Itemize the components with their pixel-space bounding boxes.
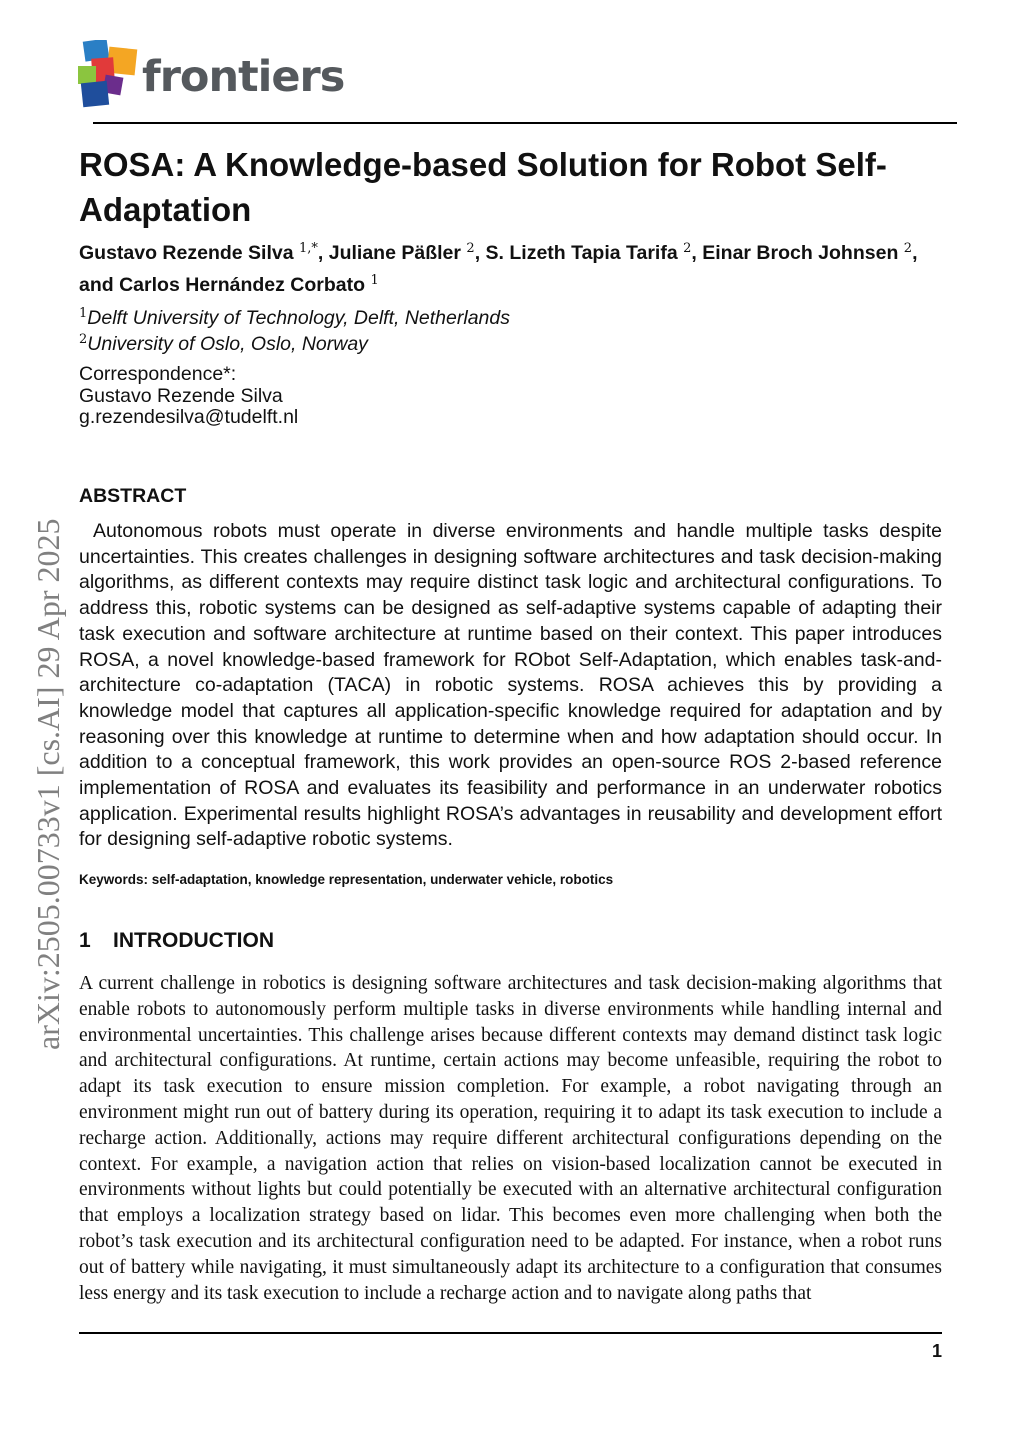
affiliation-item [79, 305, 939, 331]
author-mark: 2 [466, 241, 475, 256]
correspondence-label: Correspondence*: [79, 363, 237, 385]
affiliation-item [79, 331, 939, 357]
section-number: 1 [79, 929, 91, 952]
author-mark: 2 [683, 241, 692, 256]
author-mark: 1,* [299, 241, 318, 256]
keywords: Keywords: self-adaptation, knowledge representation, underwater vehicle, robotics [79, 872, 614, 887]
author-name: Juliane Päßler [328, 242, 461, 264]
abstract-heading: ABSTRACT [79, 485, 187, 507]
affiliation-text: University of Oslo, Oslo, Norway [87, 333, 368, 355]
page-number: 1 [931, 1341, 942, 1361]
affiliation-mark: 2 [79, 332, 88, 347]
frontiers-wordmark: frontiers [142, 52, 345, 102]
author-mark: 1 [370, 273, 379, 288]
abstract-body: Autonomous robots must operate in diverse environments and handle multiple tasks despite uncertainties. This creates challenges in designing software architectures and task decision-making algorithms, as different contexts may require distinct task logic and architectural configurations. To address this, robotic systems can be designed as self-adaptive systems capable of adapting their task execution and software architecture at runtime based on their context. This paper introduces ROSA, a novel knowledge-based framework for RObot Self-Adaptation, which enables task-and-architecture co-adaptation (TACA) in robotic systems. ROSA achieves this by providing a knowledge model that captures all application-specific knowledge required for adaptation and by reasoning over this knowledge at runtime to determine when and how adaptation should occur. In addition to a conceptual framework, this work provides an open-source ROS 2-based reference implementation of ROSA and evaluates its feasibility and performance in an underwater robotics application. Experimental results highlight ROSA’s advantages in reusability and development effort for designing self-adaptive robotic systems. [79, 520, 942, 851]
section-title: INTRODUCTION [113, 929, 274, 952]
author-list: Gustavo Rezende Silva $^{1,*}$, Juliane Päßler $^2$, S. Lizeth Tapia Tarifa $^2$, Einar Broch Johnsen $^2$, and Carlos Hernández Corbato $^1$ [79, 241, 918, 296]
footer-rule [79, 1332, 942, 1334]
paper-title: ROSA: A Knowledge-based Solution for Robot Self-Adaptation [79, 146, 887, 228]
correspondence [79, 364, 579, 429]
introduction-body: A current challenge in robotics is designing software architectures and task decision-making algorithms that enable robots to autonomously perform multiple tasks in diverse environments while handling internal and environmental uncertainties. This challenge arises because different contexts may demand distinct task logic and architectural configurations. At runtime, certain actions may become unfeasible, requiring the robot to adapt its task execution to ensure mission completion. For example, a robot navigating through an environment might run out of battery during its operation, requiring it to adapt its task execution to include a recharge action. Additionally, actions may require different architectural configurations depending on the context. For example, a navigation action that relies on vision-based localization cannot be executed in environments without lights but could potentially be executed with an alternative architectural configuration that employs a localization strategy based on lidar. This becomes even more challenging when both the robot’s task execution and its architectural configuration need to be adapted. For instance, when a robot runs out of battery while navigating, it must simultaneously adapt its architecture to a configuration that consumes less energy and its task execution to include a recharge action and to navigate along paths that [79, 973, 942, 1304]
section-heading [79, 928, 274, 954]
frontiers-logo-mark-icon [78, 40, 138, 108]
frontiers-logo [78, 40, 345, 110]
affiliations [79, 305, 939, 357]
author-name: S. Lizeth Tapia Tarifa [485, 242, 678, 264]
correspondence-name: Gustavo Rezende Silva [79, 384, 283, 407]
author-name: Einar Broch Johnsen [702, 242, 899, 264]
author-name: Carlos Hernández Corbato [119, 274, 366, 296]
author-name: Gustavo Rezende Silva [79, 242, 294, 264]
affiliation-text: Delft University of Technology, Delft, Netherlands [87, 307, 510, 329]
correspondence-email[interactable]: g.rezendesilva@tudelft.nl [79, 406, 299, 428]
arxiv-stamp: arXiv:2505.00733v1 [cs.AI] 29 Apr 2025 [30, 518, 66, 1050]
header-rule [93, 122, 957, 124]
affiliation-mark: 1 [79, 306, 88, 321]
author-mark: 2 [903, 241, 913, 256]
